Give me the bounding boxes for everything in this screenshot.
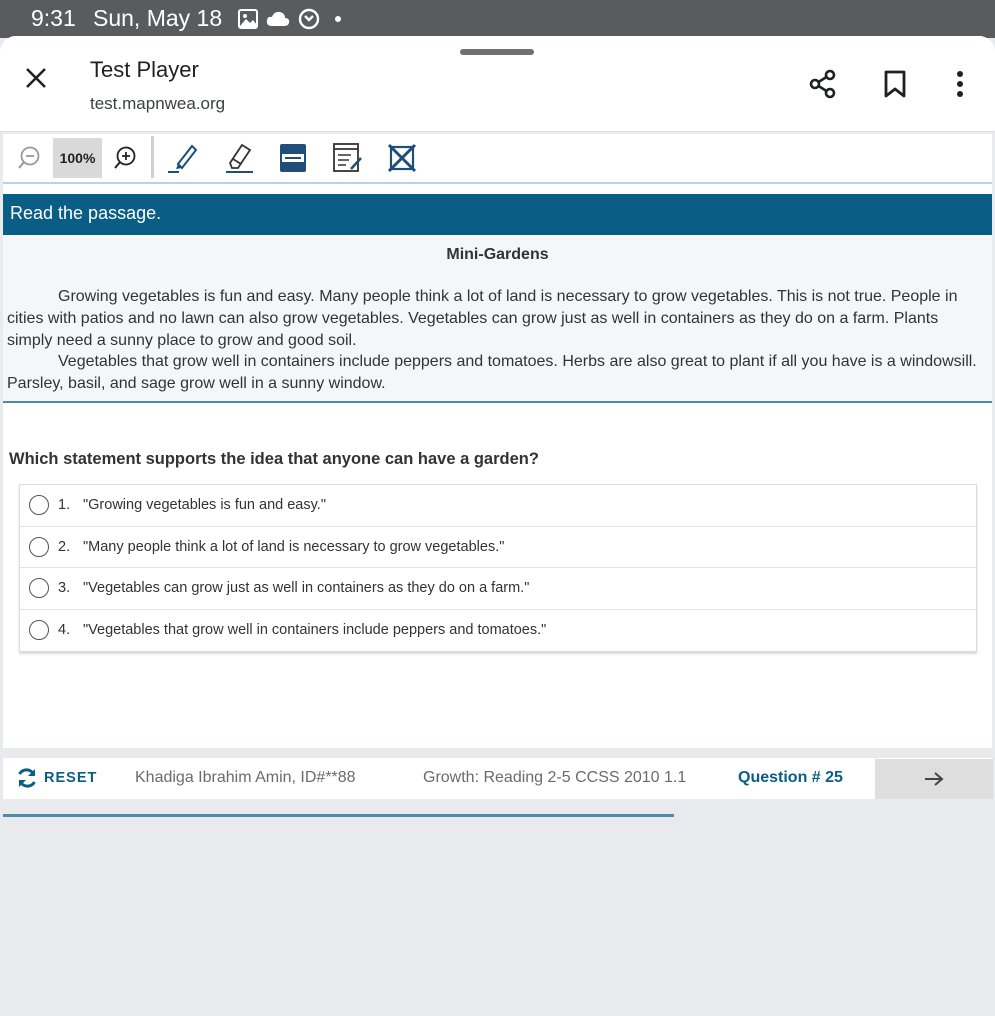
- toolbar-divider: [151, 136, 154, 178]
- more-vert-icon: [955, 69, 965, 99]
- answer-option[interactable]: [20, 568, 976, 610]
- answer-eliminator-button[interactable]: [384, 140, 420, 176]
- bookmark-button[interactable]: [879, 68, 911, 100]
- zoom-out-icon: [16, 145, 42, 171]
- reset-label: RESET: [44, 770, 98, 786]
- answer-option[interactable]: [20, 527, 976, 569]
- bookmark-icon: [882, 69, 908, 99]
- zoom-out-button[interactable]: [11, 140, 47, 176]
- radio-button[interactable]: [29, 495, 49, 515]
- page-url: test.mapnwea.org: [90, 94, 226, 113]
- share-button[interactable]: [807, 68, 839, 100]
- passage-paragraph: Vegetables that grow well in containers include peppers and tomatoes. Herbs are also great to plant if all you have is a windowsill. Parsley, basil, and sage grow well in a sunny window.: [7, 353, 977, 393]
- notification-dot-icon: [335, 16, 341, 22]
- line-reader-icon: [278, 142, 308, 174]
- share-icon: [808, 69, 838, 99]
- radio-button[interactable]: [29, 620, 49, 640]
- answer-eliminator-icon: [387, 143, 417, 173]
- answer-option[interactable]: [20, 610, 976, 652]
- answer-number: 2.: [58, 538, 71, 555]
- eraser-button[interactable]: [221, 140, 257, 176]
- status-icons: [237, 7, 341, 31]
- answer-text: "Growing vegetables is fun and easy.": [83, 497, 326, 514]
- line-reader-button[interactable]: [275, 140, 311, 176]
- radio-button[interactable]: [29, 537, 49, 557]
- radio-button[interactable]: [29, 578, 49, 598]
- notepad-button[interactable]: [330, 140, 366, 176]
- cloud-icon: [265, 9, 291, 29]
- browser-sheet: [0, 36, 995, 1016]
- zoom-in-button[interactable]: [107, 140, 143, 176]
- highlighter-button[interactable]: [164, 140, 200, 176]
- student-info: Khadiga Ibrahim Amin, ID#**88: [135, 769, 356, 786]
- status-time: 9:31: [31, 5, 76, 31]
- answer-text: "Vegetables can grow just as well in containers as they do on a farm.": [83, 580, 530, 597]
- arrow-right-icon: [923, 771, 945, 787]
- answer-number: 1.: [58, 497, 71, 514]
- sync-icon: [297, 7, 321, 31]
- notepad-icon: [331, 141, 365, 175]
- answer-number: 3.: [58, 580, 71, 597]
- test-name: Growth: Reading 2-5 CCSS 2010 1.1: [423, 769, 687, 786]
- more-options-button[interactable]: [944, 68, 976, 100]
- answer-number: 4.: [58, 622, 71, 639]
- passage-paragraph: Growing vegetables is fun and easy. Many people think a lot of land is necessary to grow vegetables. This is not true. People in cities with patios and no lawn can also grow vegetables. Vegetables can grow just as well in containers as they do on a farm. Plants simply need a sunny place to grow and good soil.: [7, 288, 958, 349]
- gallery-icon: [237, 8, 259, 30]
- question-number: Question # 25: [738, 769, 843, 786]
- reset-button[interactable]: [15, 766, 97, 790]
- highlighter-icon: [165, 141, 199, 175]
- passage-panel: [3, 235, 992, 403]
- reset-icon: [15, 766, 39, 790]
- answer-option[interactable]: [20, 485, 976, 527]
- passage-instruction: Read the passage.: [3, 194, 992, 235]
- passage-body: [7, 286, 987, 395]
- test-progress-bar: [3, 814, 674, 817]
- browser-header: [0, 36, 995, 132]
- answer-text: "Many people think a lot of land is necessary to grow vegetables.": [83, 538, 505, 555]
- test-player-app: [3, 134, 992, 748]
- test-footer: [3, 758, 992, 799]
- passage-title: Mini-Gardens: [446, 246, 549, 263]
- status-date: Sun, May 18: [93, 5, 223, 31]
- answer-choices: [19, 484, 977, 652]
- status-bar: [0, 0, 995, 38]
- close-icon: [24, 66, 48, 90]
- close-button[interactable]: [20, 62, 52, 94]
- question-prompt: Which statement supports the idea that anyone can have a garden?: [9, 450, 539, 468]
- next-button[interactable]: [875, 759, 993, 799]
- zoom-level: 100%: [53, 138, 102, 178]
- drag-handle[interactable]: [460, 49, 534, 55]
- answer-text: "Vegetables that grow well in containers include peppers and tomatoes.": [83, 622, 547, 639]
- test-toolbar: [3, 134, 992, 184]
- page-title: Test Player: [90, 57, 199, 82]
- eraser-icon: [222, 141, 256, 175]
- zoom-in-icon: [112, 145, 138, 171]
